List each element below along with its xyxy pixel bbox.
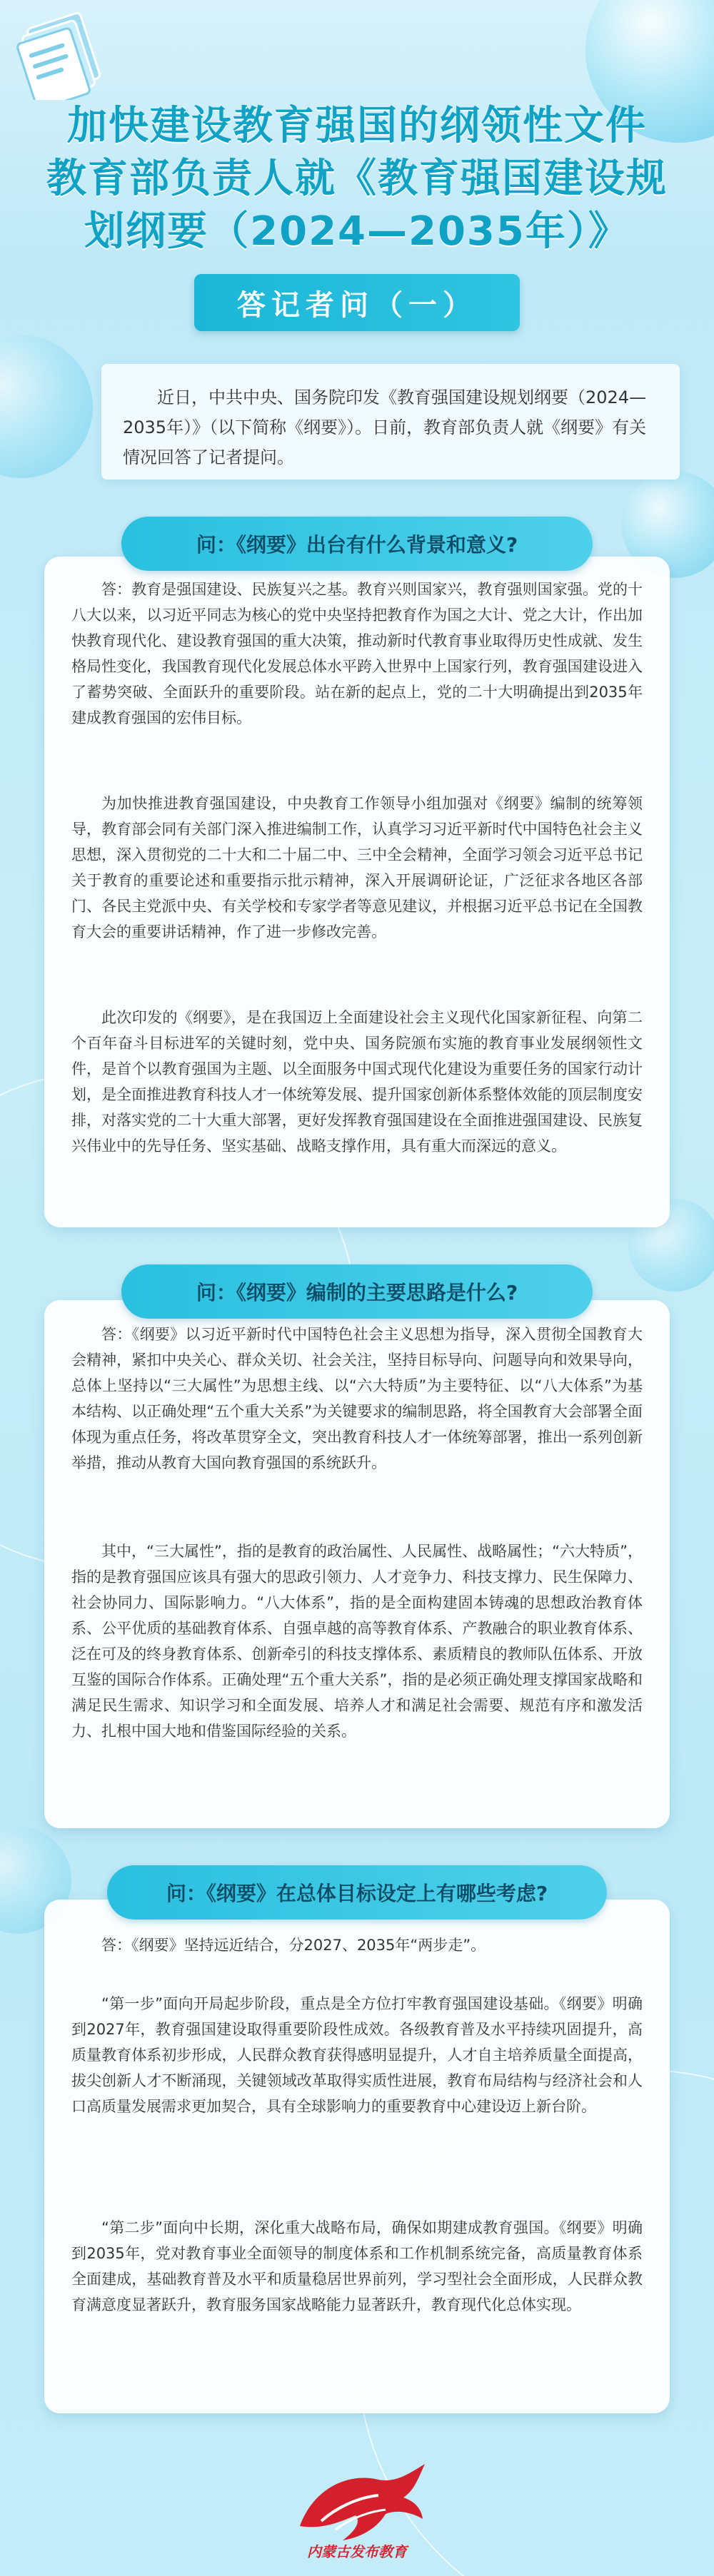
intro-paragraph: 近日，中共中央、国务院印发《教育强国建设规划纲要（2024—2035年）》（以下简称《纲要》）。日前，教育部负责人就《纲要》有关情况回答了记者提问。 xyxy=(101,364,680,480)
title-line: 划纲要（2024—2035年）》 xyxy=(84,208,630,255)
title-line: 加快建设教育强国的纲领性文件 xyxy=(67,103,647,149)
bubble-decoration xyxy=(0,335,93,478)
answer-paragraph: 其中，“三大属性”，指的是教育的政治属性、人民属性、战略属性；“六大特质”，指的是教育强国应该具有强大的思政引领力、人才竞争力、科技支撑力、民生保障力、社会协同力、国际影响力。“八大体系”，指的是全面构建固本铸魂的思想政治教育体系、公平优质的基础教育体系、自强卓越的高等教育体系、产教融合的职业教育体系、泛在可及的终身教育体系、创新牵引的科技支撑体系、素质精良的教师队伍体系、开放互鉴的国际合作体系。正确处理“五个重大关系”，指的是必须正确处理支撑国家战略和满足民生需求、知识学习和全面发展、培养人才和满足社会需要、规范有序和激发活力、扎根中国大地和借鉴国际经验的关系。 xyxy=(71,1543,643,1740)
question-text: 问：《纲要》在总体目标设定上有哪些考虑? xyxy=(166,1882,548,1905)
documents-icon xyxy=(7,7,114,100)
question-text: 问：《纲要》编制的主要思路是什么? xyxy=(196,1281,518,1304)
answer-paragraph: 答：教育是强国建设、民族复兴之基。教育兴则国家兴，教育强则国家强。党的十八大以来，以习近平同志为核心的党中央坚持把教育作为国之大计、党之大计，作出加快教育现代化、建设教育强国的重大决策，推动新时代教育事业取得历史性成就、发生格局性变化，我国教育现代化发展总体水平跨入世界中上国家行列，教育强国建设进入了蓄势突破、全面跃升的重要阶段。站在新的起点上，党的二十大明确提出到2035年建成教育强国的宏伟目标。 xyxy=(71,581,643,726)
page-title xyxy=(0,100,714,258)
subtitle-banner: 答记者问（一） xyxy=(194,274,520,331)
answer-paragraph: 为加快推进教育强国建设，中央教育工作领导小组加强对《纲要》编制的统筹领导，教育部会同有关部门深入推进编制工作，认真学习习近平新时代中国特色社会主义思想，深入贯彻党的二十大和二十届二中、三中全会精神，全面学习领会习近平总书记关于教育的重要论述和重要指示批示精神，深入开展调研论证，广泛征求各地区各部门、各民主党派中央、有关学校和专家学者等意见建议，并根据习近平总书记在全国教育大会的重要讲话精神，作了进一步修改完善。 xyxy=(71,795,643,940)
logo-text: 内蒙古发布教育 xyxy=(307,2543,407,2560)
answer-paragraph: 答：《纲要》坚持远近结合，分2027、2035年“两步走”。 xyxy=(101,1937,486,1954)
question-tab-2 xyxy=(121,1264,593,1319)
question-tab-3 xyxy=(107,1865,607,1920)
qa-card-3 xyxy=(44,1900,670,2413)
question-text: 问：《纲要》出台有什么背景和意义? xyxy=(196,533,518,557)
question-tab-1 xyxy=(121,517,593,571)
answer-paragraph: “第一步”面向开局起步阶段，重点是全方位打牢教育强国建设基础。《纲要》明确到2027年，教育强国建设取得重要阶段性成效。各级教育普及水平持续巩固提升，高质量教育体系初步形成，人民群众教育获得感明显提升，人才自主培养质量全面提高，拔尖创新人才不断涌现，关键领域改革取得实质性进展，教育布局结构与经济社会和人口高质量发展需求更加契合，具有全球影响力的重要教育中心建设迈上新台阶。 xyxy=(71,1995,643,2115)
title-line: 教育部负责人就《教育强国建设规 xyxy=(46,156,668,202)
answer-paragraph: “第二步”面向中长期，深化重大战略布局，确保如期建成教育强国。《纲要》明确到2035年，党对教育事业全面领导的制度体系和工作机制系统完备，高质量教育体系全面建成，基础教育普及水平和质量稳居世界前列，学习型社会全面形成，人民群众教育满意度显著跃升，教育服务国家战略能力显著跃升，教育现代化总体实现。 xyxy=(71,2219,643,2313)
answer-paragraph: 答：《纲要》以习近平新时代中国特色社会主义思想为指导，深入贯彻全国教育大会精神，紧扣中央关心、群众关切、社会关注，坚持目标导向、问题导向和效果导向，总体上坚持以“三大属性”为思想主线、以“六大特质”为主要特征、以“八大体系”为基本结构、以正确处理“五个重大关系”为关键要求的编制思路，将全国教育大会部署全面体现为重点任务，将改革贯穿全文，突出教育科技人才一体统筹部署，推出一系列创新举措，推动从教育大国向教育强国的系统跃升。 xyxy=(71,1326,643,1471)
answer-paragraph: 此次印发的《纲要》，是在我国迈上全面建设社会主义现代化国家新征程、向第二个百年奋斗目标进军的关键时刻，党中央、国务院颁布实施的教育事业发展纲领性文件，是首个以教育强国为主题、以全面服务中国式现代化建设为重要任务的国家行动计划，是全面推进教育科技人才一体统筹发展、提升国家创新体系整体效能的顶层制度安排，对落实党的二十大重大部署，更好发挥教育强国建设在全面推进强国建设、民族复兴伟业中的先导任务、坚实基础、战略支撑作用，具有重大而深远的意义。 xyxy=(71,1009,643,1155)
